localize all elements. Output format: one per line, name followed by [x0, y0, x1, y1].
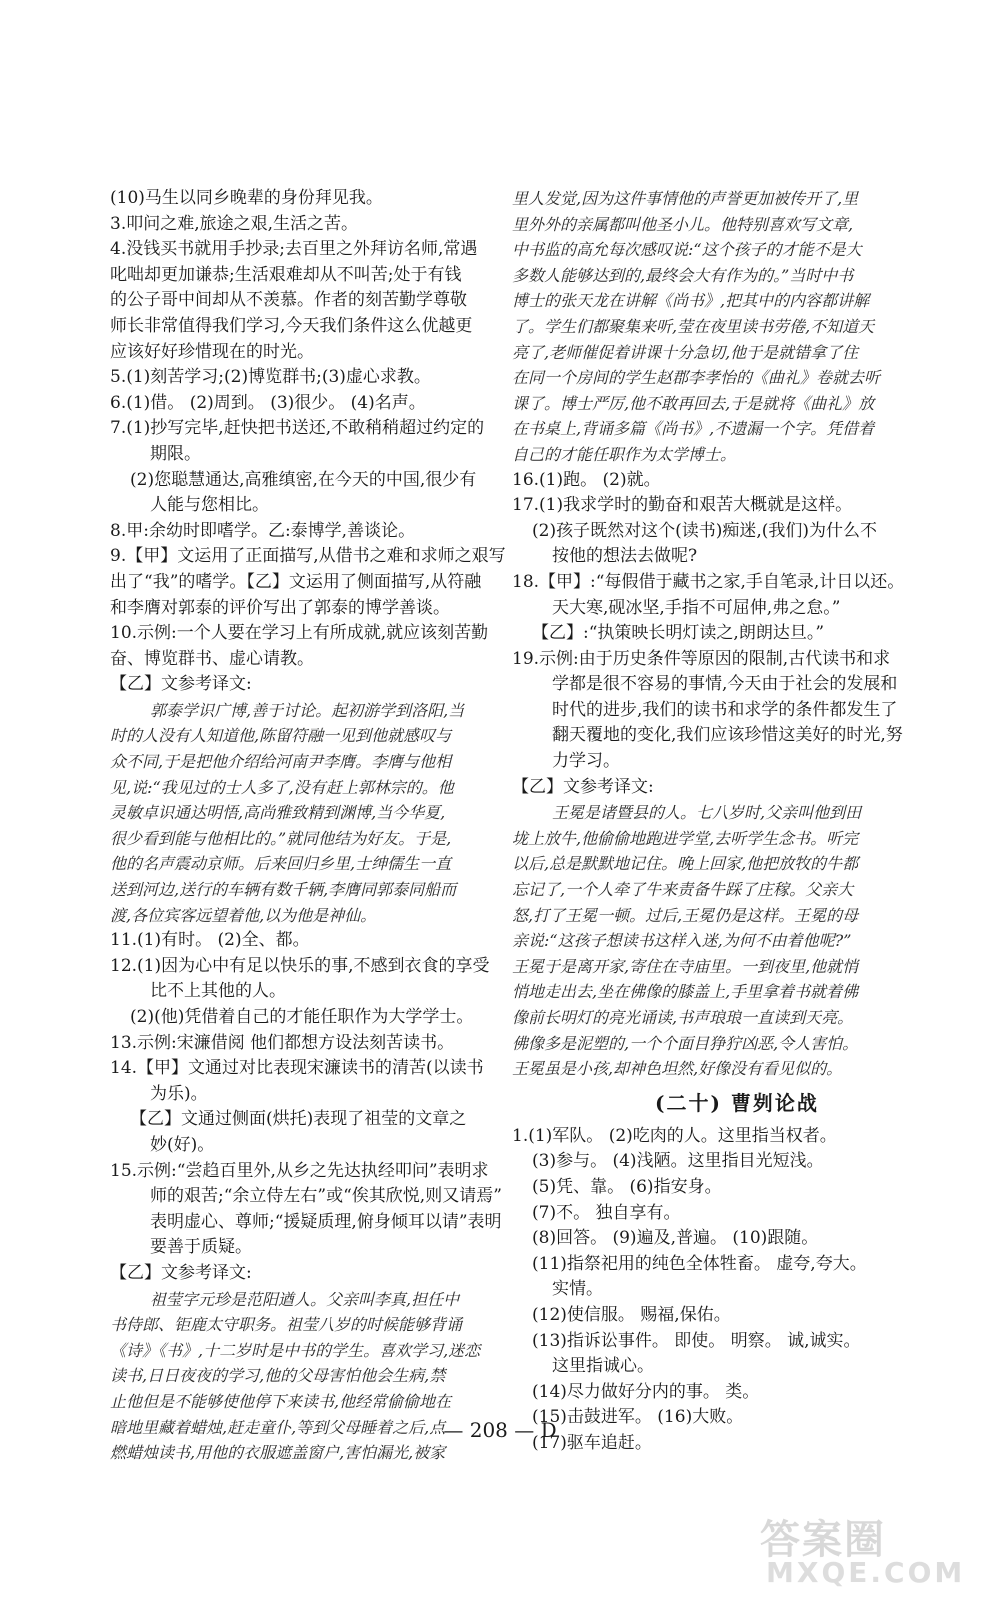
text-line: 在同一个房间的学生赵郡李孝怡的《曲礼》卷就去听 — [512, 368, 881, 388]
text-line: (15)击鼓进军。 (16)大败。 — [532, 1407, 744, 1428]
text-line: 19.示例:由于历史条件等原因的限制,古代读书和求 — [512, 648, 891, 669]
watermark-text-cn: 答案圈 — [760, 1517, 886, 1563]
text-line: 实情。 — [552, 1279, 603, 1300]
text-line: 应该好好珍惜现在的时光。 — [110, 341, 314, 362]
text-line: (2)孩子既然对这个(读书)痴迷,(我们)为什么不 — [532, 520, 878, 541]
text-line: 灵敏卓识通达明悟,高尚雅致精到渊博,当今华夏, — [110, 803, 446, 823]
watermark-text-en: MXQE.COM — [766, 1556, 966, 1589]
text-line: 3.叩问之难,旅途之艰,生活之苦。 — [110, 213, 359, 234]
text-line: (10)马生以同乡晚辈的身份拜见我。 — [110, 188, 383, 208]
text-line: 王冕是诸暨县的人。七八岁时,父亲叫他到田 — [552, 803, 862, 823]
text-line: 他的名声震动京师。后来回归乡里,士绅儒生一直 — [110, 854, 452, 874]
text-line: 16.(1)跑。 (2)就。 — [512, 469, 661, 490]
text-line: 像前长明灯的亮光诵读,书声琅琅一直读到天亮。 — [512, 1008, 854, 1027]
right-column-answers — [512, 186, 962, 1082]
text-line: 垅上放牛,他偷偷地跑进学堂,去听学生念书。听完 — [512, 828, 859, 848]
text-line: 妙(好)。 — [150, 1134, 215, 1155]
text-line: (14)尽力做好分内的事。 类。 — [532, 1381, 760, 1402]
text-line: 里人发觉,因为这件事情他的声誉更加被传开了,里 — [512, 189, 859, 208]
text-line: 悄地走出去,坐在佛像的膝盖上,手里拿着书就着佛 — [512, 982, 859, 1002]
text-line: 师的艰苦;“余立侍左右”或“俟其欣悦,则又请焉” — [150, 1186, 502, 1207]
text-line: 比不上其他的人。 — [150, 981, 286, 1002]
text-line: 多数人能够达到的,最终会大有作为的。”当时中书 — [512, 265, 854, 285]
text-line: 读书,日日夜夜的学习,他的父母害怕他会生病,禁 — [110, 1366, 446, 1386]
text-line: 师长非常值得我们学习,今天我们条件这么优越更 — [110, 315, 473, 336]
text-line: 很少看到能与他相比的。”就同他结为好友。于是, — [110, 828, 452, 848]
text-line: 【乙】文参考译文: — [110, 1262, 252, 1283]
text-line: 燃蜡烛读书,用他的衣服遮盖窗户,害怕漏光,被家 — [110, 1443, 446, 1463]
page-number: — 208 — D — [443, 1418, 557, 1442]
right-column — [512, 186, 962, 1457]
text-line: 12.(1)因为心中有足以快乐的事,不感到衣食的享受 — [110, 955, 490, 976]
text-line: 人能与您相比。 — [150, 495, 269, 516]
text-line: (12)使信服。 赐福,保佑。 — [532, 1304, 731, 1325]
text-line: 的公子哥中间却从不羡慕。作者的刻苦勤学尊敬 — [110, 290, 467, 311]
text-line: 期限。 — [150, 443, 201, 464]
text-line: 送到河边,送行的车辆有数千辆,李膺同郭泰同船而 — [110, 880, 457, 900]
text-line: 出了“我”的嗜学。【乙】文运用了侧面描写,从符融 — [110, 571, 482, 592]
text-line: 【乙】文参考译文: — [512, 776, 654, 797]
text-line: 力学习。 — [552, 751, 620, 772]
text-line: 17.(1)我求学时的勤奋和艰苦大概就是这样。 — [512, 495, 853, 516]
section-heading: (二十) 曹刿论战 — [655, 1090, 819, 1115]
text-line: 这里指诚心。 — [552, 1356, 654, 1377]
text-line: 了。学生们都聚集来听,莹在夜里读书劳倦,不知道天 — [512, 316, 875, 336]
text-line: 忘记了,一个人牵了牛来责备牛踩了庄稼。父亲大 — [512, 880, 854, 900]
text-line: 6.(1)借。 (2)周到。 (3)很少。 (4)名声。 — [110, 392, 426, 413]
text-line: (11)指祭祀用的纯色全体牲畜。 虚夸,夸大。 — [532, 1253, 867, 1274]
text-line: 翻天覆地的变化,我们应该珍惜这美好的时光,努 — [552, 725, 903, 746]
text-line: 怒,打了王冕一顿。过后,王冕仍是这样。王冕的母 — [512, 905, 859, 925]
text-line: 为乐)。 — [150, 1083, 208, 1104]
text-line: 众不同,于是把他介绍给河南尹李膺。李膺与他相 — [110, 752, 452, 772]
text-line: 时的人没有人知道他,陈留符融一见到他就感叹与 — [110, 726, 452, 746]
text-line: 在书桌上,背诵多篇《尚书》,不遗漏一个字。凭借着 — [512, 419, 875, 439]
text-line: 按他的想法去做呢? — [552, 546, 698, 567]
text-line: 《诗》《书》,十二岁时是中书的学生。喜欢学习,迷恋 — [110, 1340, 481, 1360]
text-line: 亮了,老师催促着讲课十分急切,他于是就错拿了住 — [512, 342, 859, 362]
text-line: 见,说:“我见过的士人多了,没有赶上郭林宗的。他 — [110, 777, 454, 797]
text-line: (17)驱车追赶。 — [532, 1432, 652, 1453]
text-line: 祖莹字元珍是范阳遒人。父亲叫李真,担任中 — [150, 1289, 460, 1309]
text-line: 9.【甲】文运用了正面描写,从借书之难和求师之艰写 — [110, 546, 506, 567]
text-line: 奋、博览群书、虚心请教。 — [110, 648, 314, 669]
text-line: 和李膺对郭泰的评价写出了郭泰的博学善谈。 — [110, 597, 450, 618]
right-column-section-answers — [512, 1124, 962, 1457]
text-line: 时代的进步,我们的读书和求学的条件都发生了 — [552, 699, 898, 720]
text-line: (2)您聪慧通达,高雅缜密,在今天的中国,很少有 — [130, 469, 477, 490]
text-line: 【乙】文通过侧面(烘托)表现了祖莹的文章之 — [130, 1109, 467, 1130]
text-line: (3)参与。 (4)浅陋。这里指目光短浅。 — [532, 1151, 824, 1172]
text-line: 天大寒,砚冰坚,手指不可屈伸,弗之怠。” — [552, 597, 841, 618]
text-line: 1.(1)军队。 (2)吃肉的人。这里指当权者。 — [512, 1125, 837, 1146]
text-line: 里外外的亲属都叫他圣小儿。他特别喜欢写文章, — [512, 214, 854, 234]
text-line: 书侍郎、钜鹿太守职务。祖莹八岁的时候能够背诵 — [110, 1315, 463, 1335]
text-line: (2)(他)凭借着自己的才能任职作为大学学士。 — [130, 1007, 474, 1027]
text-line: (7)不。 独自享有。 — [532, 1202, 681, 1223]
text-line: 自己的才能任职作为太学博士。 — [512, 444, 737, 464]
text-line: 13.示例:宋濂借阅 他们都想方设法刻苦读书。 — [110, 1032, 455, 1053]
text-line: 18.【甲】:“每假借于藏书之家,手自笔录,计日以还。 — [512, 571, 905, 592]
text-line: 中书监的高允每次感叹说:“这个孩子的才能不是大 — [512, 240, 862, 260]
text-line: 郭泰学识广博,善于讨论。起初游学到洛阳,当 — [150, 700, 465, 720]
text-line: 王冕虽是小孩,却神色坦然,好像没有看见似的。 — [512, 1059, 843, 1079]
text-line: 止他但是不能够使他停下来读书,他经常偷偷地在 — [110, 1391, 452, 1411]
text-line: 5.(1)刻苦学习;(2)博览群书;(3)虚心求教。 — [110, 367, 431, 388]
text-line: 10.示例:一个人要在学习上有所成就,就应该刻苦勤 — [110, 623, 489, 644]
text-line: 亲说:“这孩子想读书这样入迷,为何不由着他呢?” — [512, 931, 852, 951]
text-line: 博士的张天龙在讲解《尚书》,把其中的内容都讲解 — [512, 291, 870, 311]
text-line: 7.(1)抄写完毕,赶快把书送还,不敢稍稍超过约定的 — [110, 418, 485, 439]
text-line: (5)凭、靠。 (6)指安身。 — [532, 1176, 722, 1197]
text-line: 佛像多是泥塑的,一个个面目狰狞凶恶,令人害怕。 — [512, 1033, 859, 1053]
text-line: 11.(1)有时。 (2)全、都。 — [110, 930, 310, 951]
text-line: 8.甲:余幼时即嗜学。乙:泰博学,善谈论。 — [110, 520, 416, 541]
text-line: 【乙】:“执策映长明灯读之,朗朗达旦。” — [532, 623, 825, 644]
text-line: 15.示例:“尝趋百里外,从乡之先达执经叩问”表明求 — [110, 1160, 489, 1181]
watermark-logo — [754, 1508, 984, 1590]
left-column — [110, 186, 560, 1466]
text-line: 王冕于是离开家,寄住在寺庙里。一到夜里,他就悄 — [512, 956, 859, 976]
text-line: 以后,总是默默地记住。晚上回家,他把放牧的牛都 — [512, 854, 859, 874]
text-line: 叱咄却更加谦恭;生活艰难却从不叫苦;处于有钱 — [110, 264, 462, 285]
text-line: 学都是很不容易的事情,今天由于社会的发展和 — [552, 674, 898, 695]
text-line: 【乙】文参考译文: — [110, 674, 252, 695]
text-line: 要善于质疑。 — [150, 1237, 252, 1258]
text-line: 4.没钱买书就用手抄录;去百里之外拜访名师,常遇 — [110, 239, 478, 260]
text-line: 渡,各位宾客远望着他,以为他是神仙。 — [110, 905, 377, 925]
text-line: 14.【甲】文通过对比表现宋濂读书的清苦(以读书 — [110, 1058, 484, 1079]
text-line: 课了。博士严厉,他不敢再回去,于是就将《曲礼》放 — [512, 393, 875, 413]
text-line: (8)回答。 (9)遍及,普遍。 (10)跟随。 — [532, 1228, 819, 1249]
text-line: (13)指诉讼事件。 即使。 明察。 诚,诚实。 — [532, 1330, 861, 1351]
text-line: 暗地里藏着蜡烛,赶走童仆,等到父母睡着之后,点 — [110, 1417, 446, 1437]
text-line: 表明虚心、尊师;“援疑质理,俯身倾耳以请”表明 — [150, 1211, 502, 1232]
